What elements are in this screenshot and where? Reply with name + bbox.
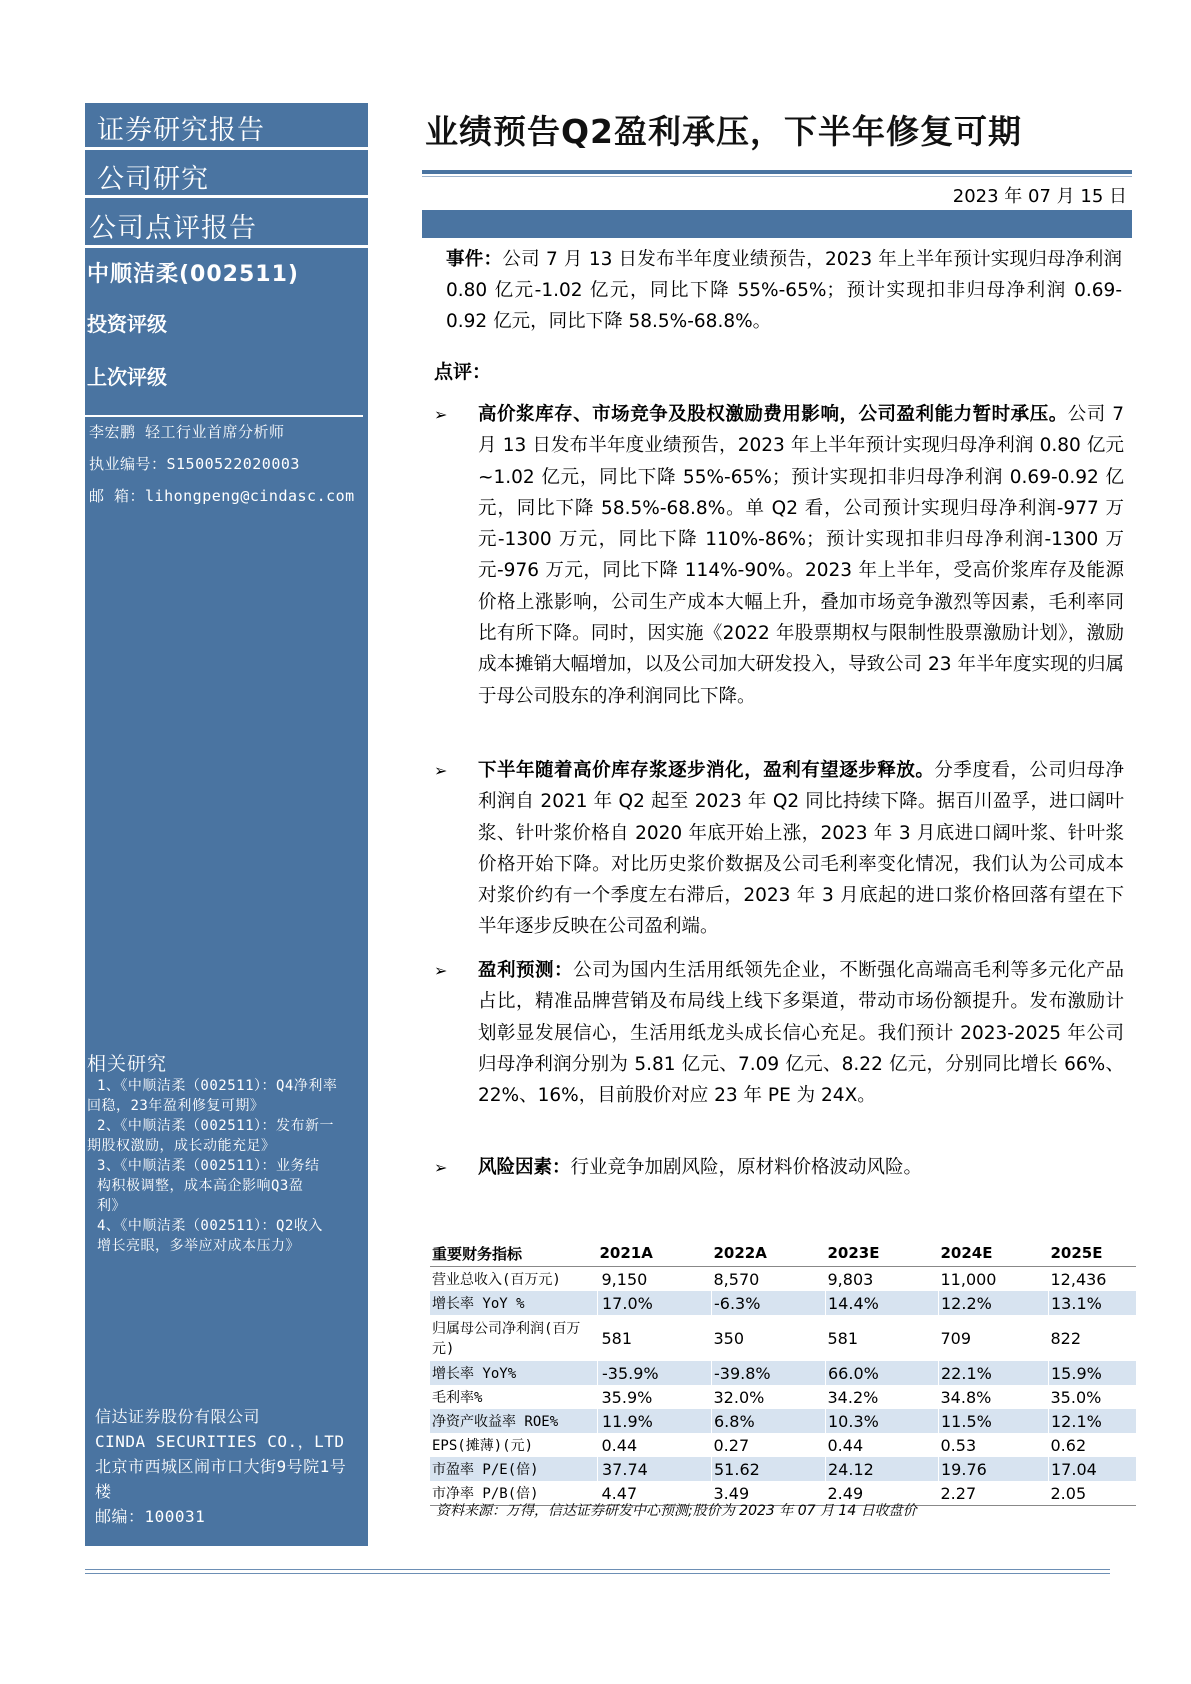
related-item[interactable]: 2、《中顺洁柔（002511）：发布新一 [97,1118,335,1134]
table-cell: 11.9% [598,1409,712,1433]
related-item[interactable]: 利》 [97,1198,126,1214]
sidebar [85,103,368,1546]
subcategory-block [85,198,368,248]
row-label: 毛利率% [432,1390,483,1406]
table-header-cell: 2022A [713,1244,767,1262]
event-text: 公司 7 月 13 日发布半年度业绩预告，2023 年上半年预计实现归母净利润 0.80 亿元-1.02 亿元，同比下降 55%-65%；预计实现扣非归母净利润 0.69-0.92 亿元，同比下降 58.5%-68.8%。 [446,249,1122,332]
prev-rating-label: 上次评级 [87,365,167,389]
bullet-body: 公司 7 月 13 日发布半年度业绩预告，2023 年上半年预计实现归母净利润 0.80 亿元~1.02 亿元，同比下降 55%-65%；预计实现扣非归母净利润 0.69-0.92 亿元，同比下降 58.5%-68.8%。单 Q2 看，公司预计实现归母净利润-977 万元-1300 万元，同比下降 110%-86%；预计实现扣非归母净利润-1300 万元-976 万元，同比下降 114%-90%。2023 年上半年，受高价浆库存及能源价格上涨影响，公司生产成本大幅上升，叠加市场竞争激烈等因素，毛利率同比有所下降。同时，因实施《2022 年股票期权与限制性股票激励计划》，激励成本摊销大幅增加，以及公司加大研发投入，导致公司 23 年半年度实现的归属于母公司股东的净利润同比下降。 [478,404,1124,707]
table-cell: 4.47 [598,1481,712,1506]
table-cell: 2.05 [1049,1481,1137,1506]
table-cell: 10.3% [826,1409,939,1433]
table-cell: 2.27 [939,1481,1049,1506]
company-name: 中顺洁柔(002511) [87,262,299,287]
table-header-cell: 2024E [940,1244,993,1262]
row-label: EPS(摊薄)(元) [432,1438,534,1454]
arrow-bullet-icon: ➢ [434,761,448,780]
table-cell: -6.3% [712,1291,826,1315]
row-label: 归属母公司净利润(百万元) [432,1321,581,1357]
table-row [430,1315,1136,1361]
related-item[interactable]: 1、《中顺洁柔（002511）：Q4净利率 [97,1078,338,1094]
table-cell: 9,150 [598,1267,712,1292]
table-cell: 17.0% [598,1291,712,1315]
table-cell: 51.62 [712,1457,826,1481]
report-type-block [85,103,368,150]
company-footer [95,1404,365,1529]
firm-name-en: CINDA SECURITIES CO.，LTD [95,1432,345,1451]
bullet-body: 公司为国内生活用纸领先企业，不断强化高端高毛利等多元化产品占比，精准品牌营销及布局线上线下多渠道，带动市场份额提升。发布激励计划彰显发展信心，生活用纸龙头成长信心充足。我们预计 2023-2025 年公司归母净利润分别为 5.81 亿元、7.09 亿元、8.22 亿元，分别同比增长 66%、22%、16%，目前股价对应 23 年 PE 为 24X。 [478,960,1124,1107]
row-label: 净资产收益率 ROE% [430,1409,598,1433]
table-header-cell: 2021A [599,1244,653,1262]
bullet-bold: 风险因素： [478,1157,571,1178]
arrow-bullet-icon: ➢ [434,1158,448,1177]
table-cell: 0.53 [940,1435,977,1455]
table-cell: 35.9% [601,1387,653,1407]
related-item[interactable]: 期股权激励，成长动能充足》 [87,1138,276,1154]
firm-postcode: 邮编：100031 [95,1507,206,1526]
table-cell: 15.9% [1049,1361,1137,1385]
bullet-body: 行业竞争加剧风险，原材料价格波动风险。 [570,1157,923,1178]
row-label: 营业总收入(百万元) [430,1267,598,1292]
report-subcategory: 公司点评报告 [89,213,257,244]
title-rule-thin [422,176,1132,177]
table-cell: 24.12 [826,1457,939,1481]
title-rule [422,170,1132,174]
table-cell: 2.49 [826,1481,939,1506]
table-row [430,1385,1136,1409]
related-research-title: 相关研究 [87,1053,168,1075]
comment-heading: 点评： [434,361,492,383]
table-header-cell: 2023E [827,1244,880,1262]
financial-table [430,1240,1136,1506]
category-block [85,150,368,198]
table-cell: 6.8% [712,1409,826,1433]
related-item[interactable]: 4、《中顺洁柔（002511）：Q2收入 [97,1218,323,1234]
report-date: 2023 年 07 月 15 日 [952,186,1127,207]
table-cell: 8,570 [712,1267,826,1292]
report-type: 证券研究报告 [97,115,265,146]
row-label: 增长率 YoY% [430,1361,598,1385]
table-cell: 12,436 [1049,1267,1137,1292]
table-row [430,1267,1136,1292]
arrow-bullet-icon: ➢ [434,405,448,424]
bullet-bold: 下半年随着高价库存浆逐步消化，盈利有望逐步释放。 [478,760,935,781]
related-research [87,1049,367,1256]
table-cell: 34.8% [940,1387,992,1407]
table-cell: 0.27 [713,1435,750,1455]
table-cell: 11.5% [939,1409,1049,1433]
analyst-cert: 执业编号：S1500522020003 [89,455,300,473]
analyst-email[interactable]: 邮 箱：lihongpeng@cindasc.com [89,487,355,505]
table-cell: 9,803 [826,1267,939,1292]
page-title: 业绩预告Q2盈利承压，下半年修复可期 [425,112,1023,151]
related-item[interactable]: 构积极调整，成本高企影响Q3盈 [97,1178,304,1194]
table-row [430,1457,1136,1481]
table-cell: 32.0% [713,1387,765,1407]
table-row [430,1291,1136,1315]
sidebar-divider [85,415,363,417]
table-cell: -39.8% [712,1361,826,1385]
row-label: 市净率 P/B(倍) [430,1481,598,1506]
bullet-text [478,755,1124,943]
table-row [430,1433,1136,1457]
table-cell: 12.2% [939,1291,1049,1315]
table-cell: 581 [601,1328,633,1348]
table-cell: 0.62 [1050,1435,1087,1455]
arrow-bullet-icon: ➢ [434,961,448,980]
event-label: 事件： [446,249,503,270]
header-band [422,210,1132,238]
analyst-name: 李宏鹏 轻工行业首席分析师 [89,423,285,441]
related-item[interactable]: 回稳，23年盈利修复可期》 [87,1098,265,1114]
rating-label: 投资评级 [87,312,167,336]
table-cell: 17.04 [1049,1457,1137,1481]
table-row [430,1361,1136,1385]
table-cell: 0.44 [827,1435,864,1455]
row-label: 市盈率 P/E(倍) [430,1457,598,1481]
table-cell: 34.2% [827,1387,879,1407]
bullet-body: 分季度看，公司归母净利润自 2021 年 Q2 起至 2023 年 Q2 同比持续下降。据百川盈孚，进口阔叶浆、针叶浆价格自 2020 年底开始上涨，2023 年 3 月底进口阔叶浆、针叶浆价格开始下降。对比历史浆价数据及公司毛利率变化情况，我们认为公司成本对浆价约有一个季度左右滞后，2023 年 3 月底起的进口浆价格回落有望在下半年逐步反映在公司盈利端。 [478,760,1124,938]
table-cell: 11,000 [939,1267,1049,1292]
table-cell: 350 [713,1328,745,1348]
table-cell: 22.1% [939,1361,1049,1385]
footer-rule [85,1569,1110,1570]
table-cell: -35.9% [598,1361,712,1385]
table-cell: 14.4% [826,1291,939,1315]
bullet-bold: 高价浆库存、市场竞争及股权激励费用影响，公司盈利能力暂时承压。 [478,404,1068,425]
footer-rule [85,1573,1110,1574]
table-header-cell: 重要财务指标 [432,1244,523,1263]
table-cell: 19.76 [939,1457,1049,1481]
table-cell: 822 [1050,1328,1082,1348]
table-source-note: 资料来源：万得，信达证券研发中心预测;股价为 2023 年 07 月 14 日收盘价 [436,1503,917,1519]
row-label: 增长率 YoY % [430,1291,598,1315]
firm-address: 北京市西城区闹市口大街9号院1号 [95,1457,347,1476]
related-item[interactable]: 增长亮眼，多举应对成本压力》 [97,1238,300,1254]
firm-address-cont: 楼 [95,1482,112,1501]
bullet-bold: 盈利预测： [478,960,574,981]
bullet-text [478,1152,1124,1183]
table-header-cell: 2025E [1050,1244,1103,1262]
table-cell: 66.0% [826,1361,939,1385]
bullet-text [478,955,1124,1111]
table-row [430,1409,1136,1433]
company-block [85,248,368,300]
table-cell: 3.49 [712,1481,826,1506]
table-cell: 709 [940,1328,972,1348]
report-category: 公司研究 [97,164,209,195]
table-header-row [430,1240,1136,1267]
event-paragraph [446,244,1122,337]
table-cell: 37.74 [598,1457,712,1481]
bullet-text [478,399,1124,712]
table-cell: 35.0% [1050,1387,1102,1407]
table-cell: 0.44 [601,1435,638,1455]
table-cell: 581 [827,1328,859,1348]
table-cell: 13.1% [1049,1291,1137,1315]
firm-name-cn: 信达证券股份有限公司 [95,1407,261,1426]
table-cell: 12.1% [1049,1409,1137,1433]
related-item[interactable]: 3、《中顺洁柔（002511）：业务结 [97,1158,320,1174]
